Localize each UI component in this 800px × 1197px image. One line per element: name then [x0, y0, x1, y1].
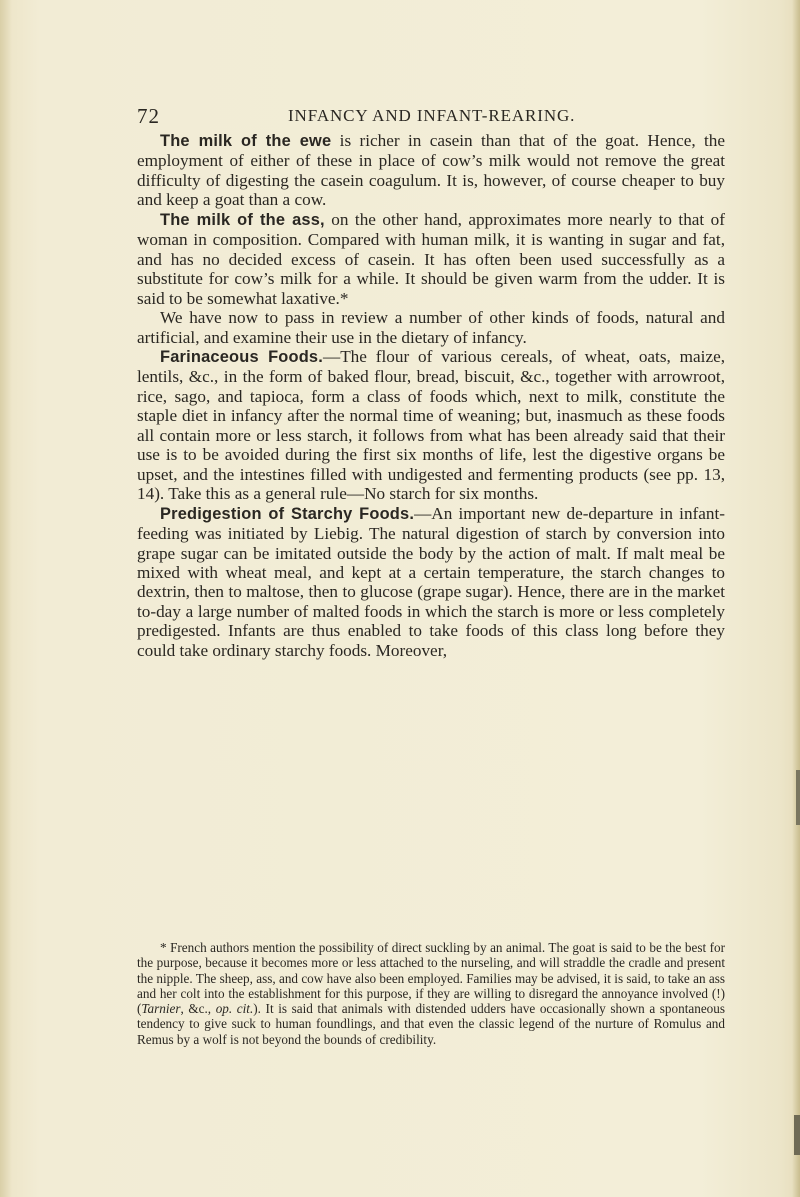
paragraph-text: We have now to pass in review a number of other kinds of foods, natural and artificial, and examine their use in the dietary of infancy. — [137, 308, 725, 347]
page-number: 72 — [137, 104, 160, 128]
footnote-text: ). It is said that animals with distended udders have occasionally shown a spontaneous tendency to give suck to human foundlings, and that even the classic legend of the nurture of Romulus and Remus by a wolf is not beyond the bounds of credibility. — [137, 1001, 725, 1047]
binding-shadow-mark — [796, 770, 800, 825]
paragraph-lead: The milk of the ewe — [160, 132, 332, 150]
paragraph-text: —The flour of various cereals, of wheat, oats, maize, lentils, &c., in the form of baked flour, bread, biscuit, &c., together with arrowroot, rice, sago, and tapioca, form a class of foods which, next to milk, constitute the staple diet in infancy after the normal time of weaning; but, inasmuch as these foods all contain more or less starch, it follows from what has been already said that their use is to be avoided during the first six months of life, lest the digestive organs be upset, and the intestines filled with undigested and fermenting products (see pp. 13, 14). Take this as a general rule—No starch for six months. — [137, 346, 726, 504]
footnote-text: * French authors mention the possibility of direct suckling by an animal. The goat is said to be the best for the purpose, because it becomes more or less attached to the nurseling, and will straddle the cradle and present the nipple. The sheep, ass, and cow have also been employed. Families may be advised, it is said, to take an ass and her colt into the establishment for this purpose, if they are willing to disregard the annoyance involved (!) ( — [137, 940, 725, 1017]
paragraph-lead: Farinaceous Foods. — [160, 347, 323, 366]
paragraph-text: is richer in casein than that of the goat. Hence, the employment of either of these in place of cow’s milk would not remove the great difficulty of digesting the casein coagulum. It is, however, of course cheaper to buy and keep a goat than a cow. — [137, 131, 725, 210]
paragraph-predigestion — [137, 504, 725, 661]
footnote-text: , &c., — [180, 1001, 216, 1017]
page-edge-shadow — [792, 0, 800, 1197]
footnote-paragraph — [137, 940, 725, 1047]
binding-shadow-mark — [794, 1115, 800, 1155]
body-text — [137, 131, 725, 660]
footnote-citation: Tarnier — [141, 1001, 181, 1017]
running-head: INFANCY AND INFANT-REARING. — [288, 106, 576, 125]
paragraph-text: on the other hand, approximates more nearly to that of woman in composition. Compared with human milk, it is wanting in sugar and fat, and has no decided excess of casein. It has often been used successfully as a substitute for cow’s milk for a while. It should be given warm from the udder. It is said to be somewhat laxative.* — [137, 209, 725, 308]
paragraph-ass-milk — [137, 210, 725, 308]
paragraph-lead: The milk of the ass, — [160, 210, 325, 229]
page-gutter-shadow — [0, 0, 12, 1197]
paragraph-text: —An important new de-departure in infant-feeding was initiated by Liebig. The natural digestion of starch by conversion into grape sugar can be imitated outside the body by the action of malt. If malt meal be mixed with wheat meal, and kept at a certain temperature, the starch changes to dextrin, then to maltose, then to glucose (grape sugar). Hence, there are in the market to-day a large number of malted foods in which the starch is more or less completely predigested. Infants are thus enabled to take foods of this class long before they could take ordinary starchy foods. Moreover, — [137, 503, 725, 660]
paragraph-lead: Predigestion of Starchy Foods. — [160, 504, 415, 523]
paragraph-review — [137, 308, 725, 347]
paragraph-ewe-milk — [137, 131, 725, 210]
footnote — [137, 940, 725, 1047]
footnote-op-cit: op. cit. — [215, 1001, 254, 1017]
paragraph-farinaceous-foods — [137, 347, 725, 504]
